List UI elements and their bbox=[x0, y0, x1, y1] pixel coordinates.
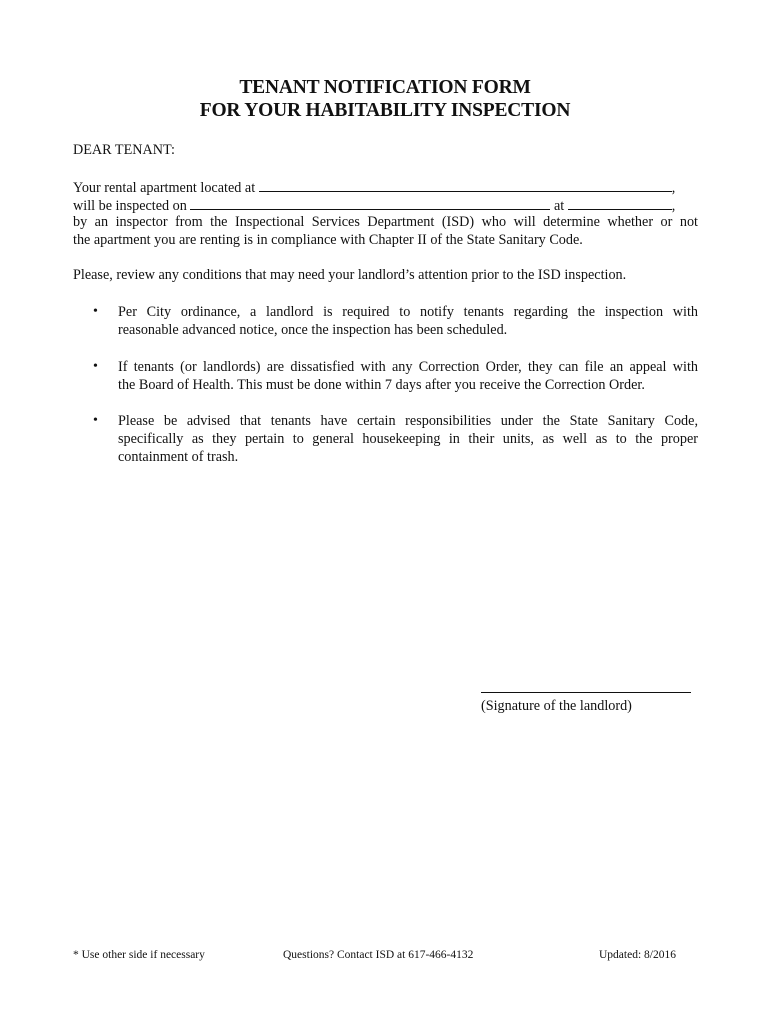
bullet-marker: • bbox=[93, 413, 98, 428]
inspector-paragraph-line1: by an inspector from the Inspectional Services Department (ISD) who will determine whether or not bbox=[73, 214, 698, 230]
inspector-paragraph-line2: the apartment you are renting is in compliance with Chapter II of the State Sanitary Code. bbox=[73, 232, 583, 248]
bullet-1-line-1: Per City ordinance, a landlord is required to notify tenants regarding the inspection with bbox=[118, 304, 698, 320]
form-title-line2: FOR YOUR HABITABILITY INSPECTION bbox=[199, 100, 571, 121]
form-title-line1: TENANT NOTIFICATION FORM bbox=[239, 77, 531, 98]
inspection-date-line bbox=[73, 195, 675, 215]
bullet-2-line-1: If tenants (or landlords) are dissatisfied with any Correction Order, they can file an appeal with bbox=[118, 359, 698, 375]
footer-note: * Use other side if necessary bbox=[73, 949, 205, 961]
inspection-date-label: will be inspected on bbox=[73, 198, 187, 214]
footer-updated-date: Updated: 8/2016 bbox=[599, 949, 676, 961]
footer-contact: Questions? Contact ISD at 617-466-4132 bbox=[283, 949, 474, 961]
bullet-1-line-2: reasonable advanced notice, once the inspection has been scheduled. bbox=[118, 322, 508, 338]
address-blank-field[interactable] bbox=[259, 177, 672, 192]
bullet-3-line-3: containment of trash. bbox=[118, 449, 239, 465]
signature-label: (Signature of the landlord) bbox=[481, 698, 632, 714]
bullet-2-line-2: the Board of Health. This must be done within 7 days after you receive the Correction Order. bbox=[118, 377, 645, 393]
bullet-3-line-2: specifically as they pertain to general housekeeping in their units, as well as to the proper bbox=[118, 431, 698, 447]
inspection-time-blank-field[interactable] bbox=[568, 195, 672, 210]
address-label: Your rental apartment located at bbox=[73, 180, 256, 196]
inspection-date-blank-field[interactable] bbox=[190, 195, 550, 210]
salutation: DEAR TENANT: bbox=[73, 142, 175, 158]
bullet-marker: • bbox=[93, 359, 98, 374]
inspection-time-label: at bbox=[553, 198, 565, 214]
address-line bbox=[73, 177, 675, 197]
signature-blank-field[interactable] bbox=[481, 692, 691, 693]
bullet-3-line-1: Please be advised that tenants have certain responsibilities under the State Sanitary Code, bbox=[118, 413, 698, 429]
bullet-marker: • bbox=[93, 304, 98, 319]
review-paragraph: Please, review any conditions that may need your landlord’s attention prior to the ISD inspection. bbox=[73, 267, 627, 283]
inspection-time-suffix: , bbox=[671, 198, 676, 214]
address-suffix: , bbox=[671, 180, 676, 196]
